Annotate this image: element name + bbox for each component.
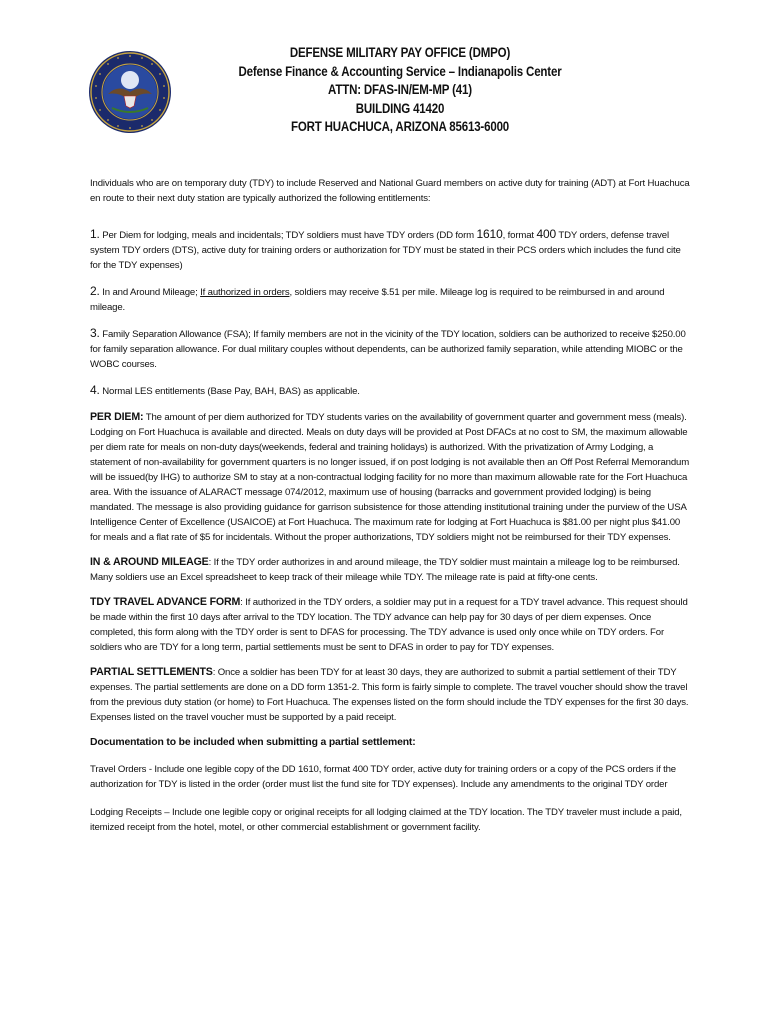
entitlement-item-4: 4. Normal LES entitlements (Base Pay, BAH, BAS) as applicable. xyxy=(90,383,360,397)
office-name: DEFENSE MILITARY PAY OFFICE (DMPO) xyxy=(289,45,511,60)
item-number: 1. xyxy=(90,227,100,241)
entitlement-item-2: 2. In and Around Mileage; If authorized in orders, soldiers may receive $.51 per mile. Mileage log is required to be reimbursed in and around mileage. xyxy=(90,284,665,313)
section-partial-settlements: PARTIAL SETTLEMENTS: Once a soldier has been TDY for at least 30 days, they are authorized to submit a partial settlement of their TDY expenses. The partial settlements are done on a DD form 1351-2. This form is fairly simple to complete. The travel voucher should show the travel from the previous duty station (or home) to Fort Huachuca. The expenses listed on the form should include the TDY expenses for the first 30 days. Expenses listed on the travel voucher must be supported by a paid receipt. xyxy=(90,666,689,723)
section-title: TDY TRAVEL ADVANCE FORM xyxy=(90,596,241,608)
agency-name: Defense Finance & Accounting Service – Indianapolis Center xyxy=(238,63,562,79)
attention-line: ATTN: DFAS-IN/EM-MP (41) xyxy=(328,82,472,98)
documentation-heading: Documentation to be included when submitting a partial settlement: xyxy=(90,737,416,748)
section-title: IN & AROUND MILEAGE xyxy=(90,556,209,568)
documentation-item-travel-orders: Travel Orders - Include one legible copy of the DD 1610, format 400 TDY order, active duty for training orders or a copy of the PCS orders if the authorization for TDY is listed in the order (order must list the fund site for TDY expenses). Include any amendments to the original TDY order xyxy=(90,764,676,790)
item-number: 4. xyxy=(90,383,100,397)
building-line: BUILDING 41420 xyxy=(355,100,445,116)
section-travel-advance: TDY TRAVEL ADVANCE FORM: If authorized in the TDY orders, a soldier may put in a request for a TDY travel advance. This request should be made within the first 10 days after arrival to the TDY location. The TDY advance can help pay for 30 days of per diem expenses. Once completed, this form along with the TDY order is sent to DFAS for processing. The TDY advance is used only once while on TDY orders. For soldiers who are TDY for a long term, partial settlements must be sent to DFAS in order to pay for TDY expenses. xyxy=(90,596,688,653)
intro-paragraph: Individuals who are on temporary duty (TDY) to include Reserved and National Guard members on active duty for training (ADT) at Fort Huachuca en route to their next duty station are typically authorized the following entitlements: xyxy=(90,178,690,204)
department-of-defense-seal xyxy=(88,50,172,134)
documentation-item-lodging-receipts: Lodging Receipts – Include one legible copy or original receipts for all lodging claimed at the TDY location. The TDY traveler must include a paid, itemized receipt from the hotel, motel, or other commercial establishment or government facility. xyxy=(90,807,682,833)
section-title: PARTIAL SETTLEMENTS xyxy=(90,666,213,678)
item-number: 3. xyxy=(90,326,100,340)
section-per-diem: PER DIEM: The amount of per diem authorized for TDY students varies on the availability of government quarter and government mess (meals). Lodging on Fort Huachuca is available and directed. Meals on duty days will be provided at Post DFACs at no cost to SM, the maximum allowable per diem rate for meals on non-duty days(weekends, federal and training holidays) is authorized. With the privatization of Army Lodging, a statement of non-availability for government quarters is no longer issued, if on post lodging is not available then an Off Post Referral Memorandum will be issued(by IHG) to authorize SM to stay at a non-contractual lodging facility for no more than maximum allowable rate for the Fort Huachuca area. With the issuance of ALARACT message 074/2012, maximum use of housing (barracks and government provided lodging) is being mandated. The message is also providing guidance for garrison subsistence for those attending institutional training under the purview of the USA Intelligence Center of Excellence (USAICOE) at Fort Huachuca. The maximum rate for lodging at Fort Huachuca is $81.00 per night plus $41.00 for meals and a flat rate of $5 for incidentals. Without the proper authorizations, TDY soldiers might not be reimbursed for their TDY expenses. xyxy=(90,411,690,543)
authorized-in-orders-text: If authorized in orders xyxy=(200,287,290,298)
entitlement-item-1: 1. Per Diem for lodging, meals and incidentals; TDY soldiers must have TDY orders (DD form 1610, format 400 TDY orders, defense travel system TDY orders (DTS), active duty for training orders or authorization for TDY must be stated in their PCS orders which includes the fund cite for the TDY expenses) xyxy=(90,227,681,271)
entitlement-item-3: 3. Family Separation Allowance (FSA); If family members are not in the vicinity of the TDY location, soldiers can be authorized to receive $250.00 for family separation allowance. For dual military couples without dependents, can be authorized family separation, while attending MIOBC or the WOBC courses. xyxy=(90,326,686,370)
letterhead xyxy=(211,44,589,137)
section-title: PER DIEM: xyxy=(90,411,144,423)
address-line: FORT HUACHUCA, ARIZONA 85613-6000 xyxy=(290,119,510,135)
section-mileage: IN & AROUND MILEAGE: If the TDY order authorizes in and around mileage, the TDY soldier must maintain a mileage log to be reimbursed. Many soldiers use an Excel spreadsheet to keep track of their mileage while TDY. The mileage rate is paid at fifty-one cents. xyxy=(90,556,680,583)
item-number: 2. xyxy=(90,284,100,298)
document-body xyxy=(90,176,690,848)
